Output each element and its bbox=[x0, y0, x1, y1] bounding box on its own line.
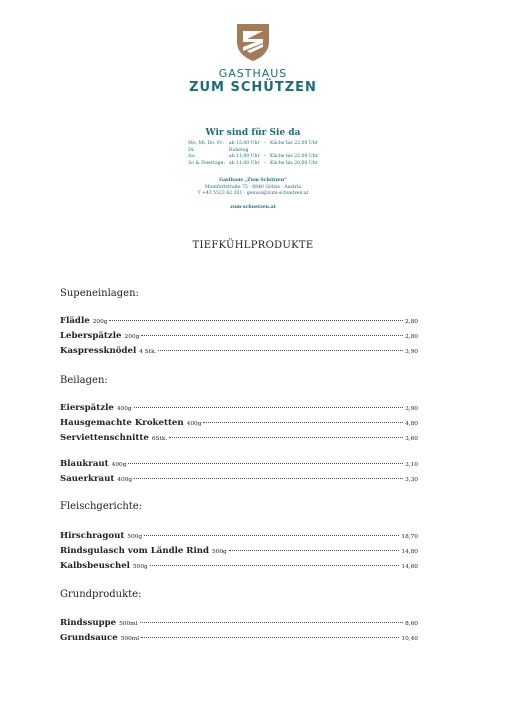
hours-time: Ruhetag bbox=[228, 147, 249, 153]
dot-leader bbox=[144, 535, 399, 536]
hours-row bbox=[186, 161, 320, 168]
menu-item bbox=[60, 346, 418, 360]
item-price: 3,10 bbox=[405, 462, 418, 468]
address-contact[interactable]: T +43 5523 62 201 · genuss@zum-schuetzen.at bbox=[197, 191, 309, 196]
item-quantity: 500ml bbox=[120, 636, 140, 642]
dot-leader bbox=[229, 550, 400, 551]
section-title-fleischgerichte: Fleischgerichte: bbox=[60, 501, 143, 512]
dot-leader bbox=[128, 463, 403, 464]
item-quantity: 400g bbox=[111, 462, 127, 468]
dot-leader bbox=[134, 478, 403, 479]
menu-item bbox=[60, 633, 418, 647]
item-name: Rindsgulasch vom Ländle Rind bbox=[60, 546, 209, 556]
dot-leader bbox=[169, 437, 403, 438]
opening-hours-title: Wir sind für Sie da bbox=[205, 128, 301, 138]
item-quantity: 4 Stk. bbox=[139, 349, 157, 355]
item-price: 3,90 bbox=[405, 406, 418, 412]
item-quantity: 500g bbox=[127, 534, 143, 540]
item-price: 2,80 bbox=[405, 334, 418, 340]
item-quantity: 400g bbox=[116, 406, 132, 412]
menu-item bbox=[60, 418, 418, 432]
section-title-beilagen: Beilagen: bbox=[60, 375, 108, 386]
item-quantity: 6Stk. bbox=[151, 436, 168, 442]
item-quantity: 500g bbox=[132, 564, 148, 570]
item-quantity: 200g bbox=[92, 319, 108, 325]
dot-leader bbox=[134, 407, 403, 408]
logo bbox=[0, 22, 506, 96]
section-title-supeneinlagen: Supeneinlagen: bbox=[60, 288, 139, 299]
menu-item bbox=[60, 546, 418, 560]
opening-hours-table bbox=[186, 141, 320, 167]
item-name: Flädle bbox=[60, 316, 90, 326]
item-name: Kaspressknödel bbox=[60, 346, 137, 356]
item-price: 14,80 bbox=[401, 549, 418, 555]
dot-leader bbox=[203, 422, 403, 423]
address-street: Montfortstraße 75 · 6840 Götzis · Austria bbox=[204, 184, 302, 190]
item-price: 18,70 bbox=[401, 534, 418, 540]
address-name: Gasthaus „Zum Schützen“ bbox=[219, 178, 287, 183]
item-name: Sauerkraut bbox=[60, 474, 115, 484]
hours-kitchen: Küche bis 22.00 Uhr bbox=[269, 154, 318, 159]
dot-leader bbox=[140, 622, 404, 623]
section-title-grundprodukte: Grundprodukte: bbox=[60, 589, 142, 600]
item-name: Hirschragout bbox=[60, 531, 125, 541]
menu-item bbox=[60, 459, 418, 473]
dot-leader bbox=[150, 565, 400, 566]
item-name: Hausgemachte Kroketten bbox=[60, 418, 184, 428]
hours-time: ab 11.00 Uhr bbox=[228, 160, 260, 166]
item-name: Blaukraut bbox=[60, 459, 109, 469]
menu-item bbox=[60, 316, 418, 330]
item-price: 14,60 bbox=[401, 564, 418, 570]
hours-time: ab 11.00 Uhr bbox=[228, 154, 260, 159]
menu-item bbox=[60, 618, 418, 632]
page-title: TIEFKÜHLPRODUKTE bbox=[192, 240, 314, 251]
menu-item bbox=[60, 474, 418, 488]
item-price: 4,80 bbox=[405, 421, 418, 427]
menu-item bbox=[60, 403, 418, 417]
hours-separator: – bbox=[263, 160, 266, 166]
opening-hours bbox=[0, 127, 506, 167]
item-price: 8,60 bbox=[405, 621, 418, 627]
item-price: 3,30 bbox=[405, 477, 418, 483]
item-quantity: 400g bbox=[117, 477, 133, 483]
hours-kitchen: Küche bis 20.00 Uhr bbox=[269, 160, 318, 166]
dot-leader bbox=[158, 350, 403, 351]
menu-item bbox=[60, 531, 418, 545]
item-price: 3,90 bbox=[405, 349, 418, 355]
dot-leader bbox=[141, 637, 399, 638]
hours-day: Mo, Mi, Do, Fr: bbox=[188, 141, 224, 146]
item-price: 2,80 bbox=[405, 319, 418, 325]
item-name: Rindssuppe bbox=[60, 618, 117, 628]
item-name: Grundsauce bbox=[60, 633, 118, 643]
item-quantity: 500ml bbox=[119, 621, 138, 627]
hours-time: ab 15.00 Uhr bbox=[228, 141, 260, 146]
hours-kitchen: Küche bis 22.00 Uhr bbox=[269, 141, 318, 146]
menu-item bbox=[60, 331, 418, 345]
menu-item bbox=[60, 561, 418, 575]
item-price: 10,40 bbox=[401, 636, 418, 642]
item-name: Leberspätzle bbox=[60, 331, 122, 341]
brand-line-2: ZUM SCHÜTZEN bbox=[189, 80, 317, 95]
brand-line-1: GASTHAUS bbox=[218, 67, 288, 80]
hours-day: So & Feiertage: bbox=[188, 160, 225, 166]
item-quantity: 400g bbox=[186, 421, 202, 427]
hours-separator: – bbox=[263, 141, 266, 146]
hours-row bbox=[186, 141, 320, 148]
item-name: Kalbsbeuschel bbox=[60, 561, 130, 571]
hours-day: Di: bbox=[188, 147, 195, 153]
address-block bbox=[0, 178, 506, 198]
item-price: 3,60 bbox=[405, 436, 418, 442]
item-quantity: 200g bbox=[124, 334, 140, 340]
website-link[interactable]: zum-schuetzen.at bbox=[230, 205, 276, 210]
hours-separator: – bbox=[263, 154, 266, 159]
dot-leader bbox=[109, 320, 403, 321]
shield-logo-icon bbox=[234, 22, 272, 62]
hours-day: Sa: bbox=[188, 154, 196, 159]
dot-leader bbox=[141, 335, 403, 336]
menu-item bbox=[60, 433, 418, 447]
item-name: Serviettenschnitte bbox=[60, 433, 149, 443]
item-name: Eierspätzle bbox=[60, 403, 114, 413]
item-quantity: 500g bbox=[211, 549, 227, 555]
